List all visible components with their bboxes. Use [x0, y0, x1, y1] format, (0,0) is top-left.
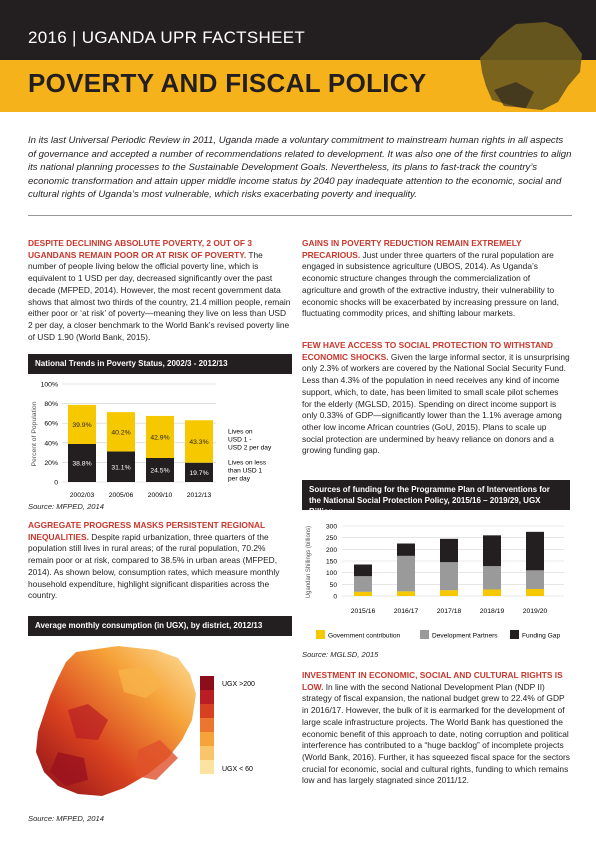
map-legend-low: UGX < 60 — [222, 766, 253, 773]
x-tick-label: 2019/20 — [522, 608, 548, 615]
section-body: In line with the second National Development Plan (NDP II) strategy of fiscal expansion, the national budget grew to 22.4% of GDP in 2016/17. However, the bulk of it is earmarked for the development of large scale infrastructure projects. The World Bank has questioned the economic benefit of this approach to date, noting corruption and political interference has contributed to a “huge backlog” of incomplete projects (World Bank, 2016). Further, it has squeezed fiscal space for the sectors crucial for economic, social and cultural rights, funding to which remains low and has largely stagnated since 2011/12. — [302, 681, 570, 786]
bar-segment — [483, 535, 501, 566]
y-tick-label: 250 — [325, 535, 337, 543]
bar-segment — [397, 556, 415, 591]
right-section-3 — [302, 670, 570, 787]
section-body: Just under three quarters of the rural population are engaged in subsistence agriculture (UBOS, 2014). As Uganda’s economic structure changes through the commercialization of agriculture and growth of the extractive industry, their vulnerability to economic shocks will be exacerbated by increasing pressure on land, fluctuating commodity prices, and shifting labour markets. — [302, 249, 559, 319]
chart1-source: Source: MFPED, 2014 — [28, 502, 104, 511]
bar-segment — [354, 565, 372, 577]
bar-segment — [397, 544, 415, 556]
chart1-title: National Trends in Poverty Status, 2002/3 - 2012/13 — [28, 354, 292, 374]
legend-entry: Lives on less than USD 1 per day — [228, 459, 267, 483]
bar-segment — [397, 591, 415, 596]
district-consumption-map — [28, 640, 292, 810]
bar-segment — [526, 589, 544, 596]
bar-segment — [440, 562, 458, 590]
section-body: Despite rapid urbanization, three quarters of the population still lives in rural areas; of the rural population, 70.2% remain poor or at risk, compared to 38.5% in urban areas (MFPED, 2014). As shown below, consumption rates, which measure monthly household expenditure, highlight significant disparities across the country. — [28, 531, 280, 601]
y-tick-label: 0 — [54, 479, 58, 487]
y-tick-label: 200 — [325, 546, 337, 554]
right-section-1 — [302, 238, 570, 320]
legend-entry: Lives on USD 1 -USD 2 per day — [228, 428, 272, 452]
y-tick-label: 100 — [325, 570, 337, 578]
chart2-source: Source: MGLSD, 2015 — [302, 650, 379, 659]
x-tick-label: 2005/06 — [108, 492, 134, 499]
data-label: 40.2% — [111, 429, 131, 437]
x-tick-label: 2002/03 — [69, 492, 95, 499]
legend-swatch — [510, 630, 519, 639]
uganda-outline-icon — [476, 20, 586, 112]
bar-segment — [483, 566, 501, 589]
funding-sources-chart — [302, 518, 570, 644]
left-section-1 — [28, 238, 292, 343]
section-heading: DESPITE DECLINING ABSOLUTE POVERTY, 2 OUT OF 3 UGANDANS REMAIN POOR OR AT RISK OF POVERTY. — [28, 238, 252, 260]
data-label: 43.3% — [189, 438, 209, 446]
x-tick-label: 2012/13 — [186, 492, 212, 499]
bar-segment — [526, 532, 544, 571]
section-heading: AGGREGATE PROGRESS MASKS PERSISTENT REGIONAL INEQUALITIES. — [28, 520, 266, 542]
section-heading: FEW HAVE ACCESS TO SOCIAL PROTECTION TO WITHSTAND ECONOMIC SHOCKS. — [302, 340, 554, 362]
legend-swatch — [316, 630, 325, 639]
chart2-title: Sources of funding for the Programme Plan of Interventions for the National Social Protection Policy, 2015/16 – 2019/29, UGX Billion — [302, 480, 570, 510]
x-tick-label: 2009/10 — [147, 492, 173, 499]
y-tick-label: 80% — [44, 401, 58, 409]
legend-entry: Government contribution — [328, 632, 401, 640]
data-label: 38.8% — [72, 460, 92, 468]
x-tick-label: 2016/17 — [393, 608, 419, 615]
bar-segment — [354, 576, 372, 592]
y-axis-label: Percent of Population — [31, 401, 38, 467]
map-source: Source: MFPED, 2014 — [28, 814, 104, 823]
y-tick-label: 20% — [44, 459, 58, 467]
bar-segment — [526, 570, 544, 589]
divider — [28, 215, 572, 216]
data-label: 24.5% — [150, 467, 170, 475]
x-tick-label: 2018/19 — [479, 608, 505, 615]
left-section-2 — [28, 520, 292, 602]
bar-segment — [483, 589, 501, 596]
data-label: 19.7% — [189, 469, 209, 477]
poverty-trends-chart — [28, 378, 292, 502]
map-legend-high: UGX >200 — [222, 681, 255, 688]
bar-segment — [440, 539, 458, 562]
legend-swatch — [420, 630, 429, 639]
map-title: Average monthly consumption (in UGX), by district, 2012/13 — [28, 616, 292, 636]
section-body: Given the large informal sector, it is unsurprising only 2.3% of workers are covered by the National Social Security Fund. Less than 4.3% of the population in need receives any kind of income support, which, to date, has been limited to small scale pilot schemes for the elderly (MGLSD, 2015). Spending on direct income support is only 0.33% of GDP—significantly lower than the 1.1% average among other low income African countries (GoU, 2015). Plans to scale up social protection are undermined by heavy reliance on donors and a growing funding gap. — [302, 351, 570, 456]
intro-paragraph: In its last Universal Periodic Review in 2011, Uganda made a voluntary commitment to mainstream human rights in all aspects of governance and accepted a number of recommendations related to development. It was also one of the first countries to align its national planning processes to the Sustainable Development Goals. Nevertheless, its plans to fast-track the country’s economic transformation and attain upper middle income status by 2040 pay inadequate attention to the economic, social and cultural rights of Uganda’s most vulnerable, which risks exacerbating poverty and inequality. — [28, 135, 572, 201]
y-tick-label: 100% — [40, 381, 58, 389]
y-tick-label: 150 — [325, 558, 337, 566]
right-section-2 — [302, 340, 570, 457]
legend-entry: Development Partners — [432, 632, 498, 640]
series-title: 2016 | UGANDA UPR FACTSHEET — [28, 28, 306, 47]
bar-segment — [440, 590, 458, 596]
data-label: 42.9% — [150, 434, 170, 442]
x-tick-label: 2017/18 — [436, 608, 462, 615]
x-tick-label: 2015/16 — [350, 608, 376, 615]
legend-entry: Funding Gap — [522, 632, 561, 640]
section-heading: INVESTMENT IN ECONOMIC, SOCIAL AND CULTURAL RIGHTS IS LOW. — [302, 670, 563, 692]
section-heading: GAINS IN POVERTY REDUCTION REMAIN EXTREMELY PRECARIOUS. — [302, 238, 522, 260]
y-tick-label: 40% — [44, 440, 58, 448]
y-tick-label: 300 — [325, 523, 337, 531]
section-body: The number of people living below the official poverty line, which is equivalent to 1 USD per day, decreased significantly over the past decade (MFPED, 2014). However, the most recent government data shows that almost two thirds of the country, 21.4 million people, remain either poor or ‘at risk’ of poverty—meaning they live on less than USD 2 per day, a closer benchmark to the World Bank’s revised poverty line of USD 1.90 (World Bank, 2015). — [28, 249, 291, 342]
data-label: 31.1% — [111, 464, 131, 472]
y-tick-label: 60% — [44, 420, 58, 428]
data-label: 39.9% — [72, 421, 92, 429]
y-axis-label: Ugandan Shillings (billions) — [306, 525, 312, 599]
bar-segment — [354, 592, 372, 596]
y-tick-label: 0 — [333, 593, 337, 601]
page-title: POVERTY AND FISCAL POLICY — [28, 68, 427, 98]
y-tick-label: 50 — [329, 581, 337, 589]
